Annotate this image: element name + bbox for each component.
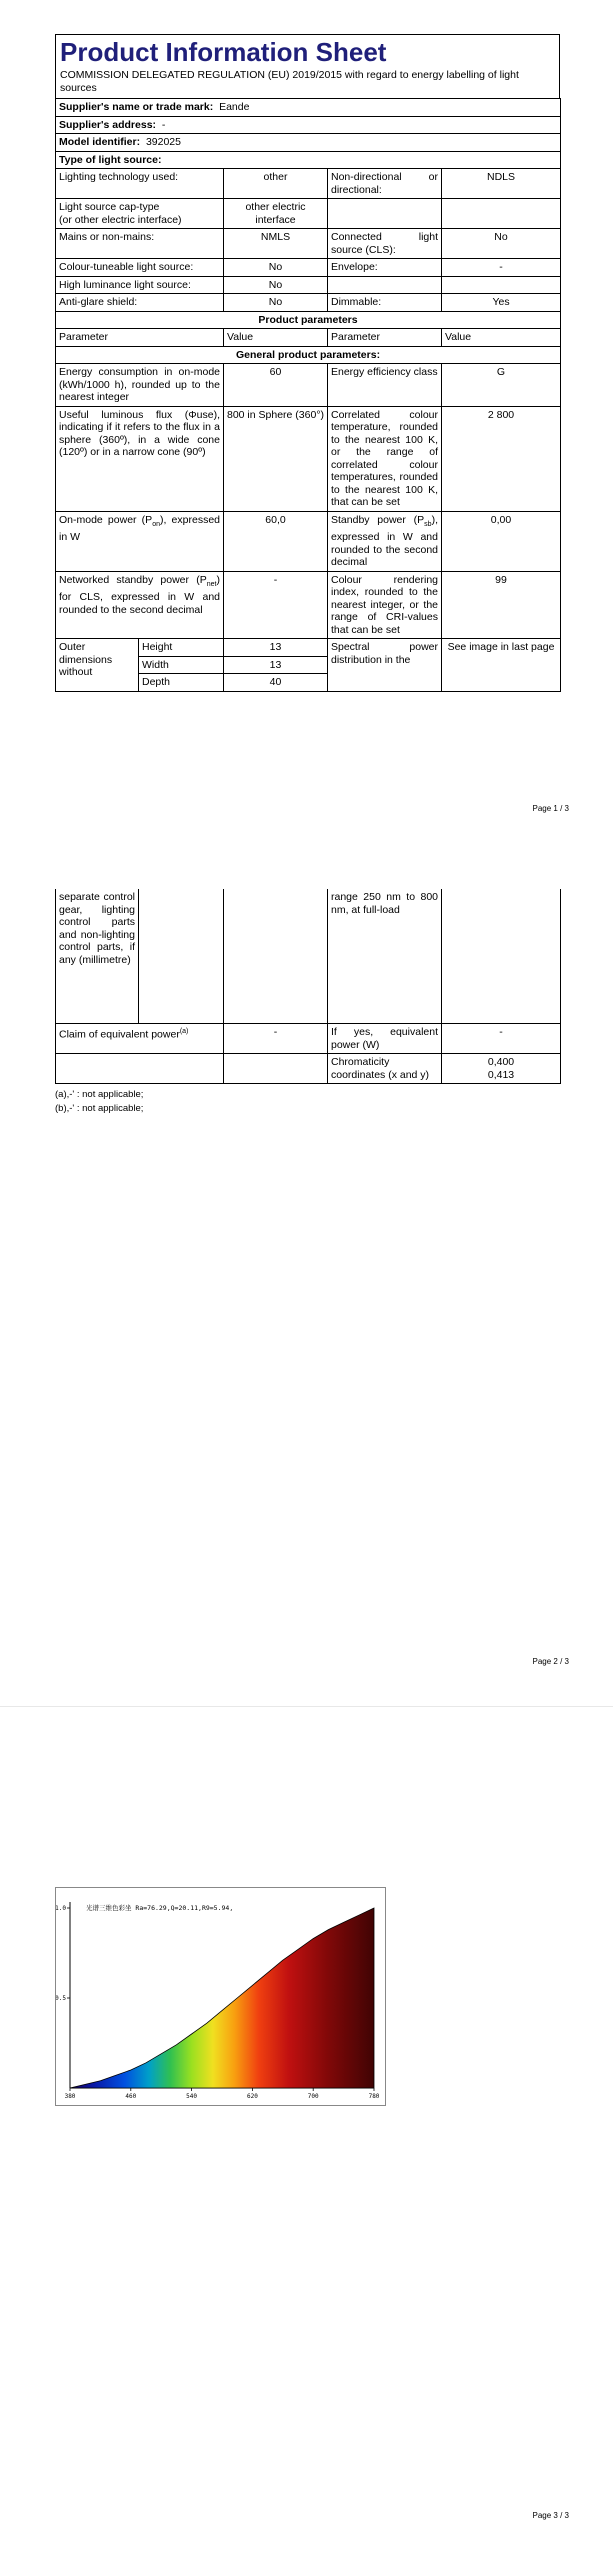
row-outer-continued	[56, 889, 561, 1024]
row-chroma	[56, 1054, 561, 1084]
row-onmode	[56, 511, 561, 571]
supplier-name-label: Supplier's name or trade mark:	[59, 101, 214, 113]
chroma-y: 0,413	[487, 1068, 515, 1081]
x-tick-label: 700	[307, 2093, 319, 2100]
flux-value: 800 in Sphere (360°)	[224, 406, 328, 511]
dimmable-label: Dimmable:	[328, 294, 442, 312]
cls-label: Connected light source (CLS):	[328, 229, 442, 259]
spectral-label-cont: range 250 nm to 800 nm, at full-load	[328, 889, 442, 1024]
col-header-param: Parameter	[56, 329, 224, 347]
page-number-3: Page 3 / 3	[532, 2511, 569, 2520]
footnotes	[55, 1088, 560, 1116]
onmode-value: 60,0	[224, 511, 328, 571]
row-networked	[56, 571, 561, 639]
col-header-value: Value	[224, 329, 328, 347]
supplier-address-value: -	[161, 118, 166, 131]
product-params-heading: Product parameters	[56, 311, 561, 329]
width-value: 13	[224, 656, 328, 674]
lighting-tech-label: Lighting technology used:	[56, 169, 224, 199]
chart-marks	[70, 1908, 374, 2088]
standby-label-a: Standby power (P	[331, 513, 425, 526]
row-general-heading	[56, 346, 561, 364]
spectrum-chart	[56, 1888, 385, 2105]
row-height	[56, 639, 561, 657]
row-supplier-address	[56, 116, 561, 134]
efficiency-value: G	[442, 364, 561, 407]
standby-label-b: ), expressed in W and rounded to the second decimal	[331, 513, 438, 569]
cap-label-line1: Light source cap-type	[59, 201, 160, 213]
row-high-lum	[56, 276, 561, 294]
standby-value: 0,00	[442, 511, 561, 571]
row-param-headers	[56, 329, 561, 347]
page-title: Product Information Sheet	[60, 37, 387, 67]
ifyes-value: -	[442, 1024, 561, 1054]
height-value: 13	[224, 639, 328, 657]
general-params-heading: General product parameters:	[56, 346, 561, 364]
claim-label-text: Claim of equivalent power	[59, 1028, 180, 1041]
cct-value: 2 800	[442, 406, 561, 511]
cap-value: other electric interface	[224, 199, 328, 229]
type-label: Type of light source:	[56, 151, 561, 169]
model-label: Model identifier:	[59, 136, 141, 148]
efficiency-label: Energy efficiency class	[328, 364, 442, 407]
spectrum-area	[70, 1908, 374, 2088]
mains-value: NMLS	[224, 229, 328, 259]
net-label-a: Networked standby power (P	[59, 573, 207, 586]
depth-label: Depth	[139, 674, 224, 692]
networked-value: -	[224, 571, 328, 639]
spectral-value: See image in last page	[442, 639, 561, 692]
page-1	[0, 0, 613, 853]
info-table	[55, 98, 561, 692]
document-body	[55, 34, 560, 692]
supplier-address-label: Supplier's address:	[59, 118, 157, 131]
chroma-value	[442, 1054, 561, 1084]
onmode-label-a: On-mode power (P	[59, 513, 153, 526]
row-mains	[56, 229, 561, 259]
document-body-continued	[55, 889, 560, 1116]
cls-value: No	[442, 229, 561, 259]
claim-label	[56, 1024, 224, 1054]
x-tick-label: 540	[186, 2093, 198, 2100]
regulation-text: COMMISSION DELEGATED REGULATION (EU) 2019/2015 with regard to energy labelling of light sources	[60, 69, 519, 94]
net-label-b: ) for CLS, expressed in W and rounded to the second decimal	[59, 573, 220, 616]
y-tick-label: 0.5	[56, 1995, 66, 2002]
row-supplier-name	[56, 99, 561, 117]
page-3	[0, 1707, 613, 2560]
antiglare-value: No	[224, 294, 328, 312]
x-tick-label: 620	[246, 2093, 258, 2100]
networked-label	[56, 571, 224, 639]
row-type	[56, 151, 561, 169]
height-label: Height	[139, 639, 224, 657]
chroma-x: 0,400	[487, 1056, 515, 1068]
spectral-label: Spectral power distribution in the	[328, 639, 442, 692]
cap-label-line2: (or other electric interface)	[59, 213, 182, 226]
ifyes-label: If yes, equivalent power (W)	[328, 1024, 442, 1054]
outer-dimensions-label: Outer dimensions without	[56, 639, 139, 692]
directional-value: NDLS	[442, 169, 561, 199]
colour-label: Colour-tuneable light source:	[56, 259, 224, 277]
row-colour	[56, 259, 561, 277]
cri-label: Colour rendering index, rounded to the nearest integer, or the range of CRI-values that can be set	[328, 571, 442, 639]
row-model	[56, 134, 561, 152]
directional-label: Non-directional or directional:	[328, 169, 442, 199]
chart-title: 光谱三维色彩坐 Ra=76.29,Q=20.11,R9=5.94,	[86, 1904, 234, 1912]
chroma-label: Chromaticity coordinates (x and y)	[328, 1054, 442, 1084]
row-flux	[56, 406, 561, 511]
row-cap	[56, 199, 561, 229]
envelope-label: Envelope:	[328, 259, 442, 277]
high-lum-value: No	[224, 276, 328, 294]
depth-value: 40	[224, 674, 328, 692]
claim-value: -	[224, 1024, 328, 1054]
onmode-label	[56, 511, 224, 571]
row-lighting-tech	[56, 169, 561, 199]
x-tick-label: 780	[368, 2093, 380, 2100]
info-table-continued	[55, 889, 561, 1084]
onmode-label-b: ), expressed in W	[59, 513, 220, 544]
row-antiglare	[56, 294, 561, 312]
width-label: Width	[139, 656, 224, 674]
energy-label: Energy consumption in on-mode (kWh/1000 h), rounded up to the nearest integer	[56, 364, 224, 407]
page-2	[0, 853, 613, 1706]
high-lum-label: High luminance light source:	[56, 276, 224, 294]
page-number-1: Page 1 / 3	[532, 804, 569, 813]
outer-dimensions-label-cont: separate control gear, lighting control parts and non-lighting control parts, if any (millimetre)	[56, 889, 139, 1024]
supplier-name-value: Eande	[219, 101, 250, 113]
row-product-params-heading	[56, 311, 561, 329]
dimmable-value: Yes	[442, 294, 561, 312]
model-value: 392025	[145, 136, 181, 148]
antiglare-label: Anti-glare shield:	[56, 294, 224, 312]
mains-label: Mains or non-mains:	[56, 229, 224, 259]
lighting-tech-value: other	[224, 169, 328, 199]
row-energy	[56, 364, 561, 407]
standby-label	[328, 511, 442, 571]
claim-label-sup: (a)	[179, 1028, 189, 1035]
energy-value: 60	[224, 364, 328, 407]
cri-value: 99	[442, 571, 561, 639]
spectrum-figure	[55, 1887, 386, 2106]
row-claim	[56, 1024, 561, 1054]
page-number-2: Page 2 / 3	[532, 1657, 569, 1666]
footnote-a: (a),-' : not applicable;	[55, 1089, 144, 1100]
y-tick-label: 1.0	[56, 1905, 66, 1912]
colour-value: No	[224, 259, 328, 277]
col-header-value-2: Value	[442, 329, 561, 347]
cap-label	[56, 199, 224, 229]
x-tick-label: 460	[125, 2093, 137, 2100]
cct-label: Correlated colour temperature, rounded to the nearest 100 K, or the range of correlated colour temperatures, rounded to the nearest 100 K, that can be set	[328, 406, 442, 511]
standby-label-sub: sb	[424, 520, 432, 528]
envelope-value: -	[442, 259, 561, 277]
x-tick-label: 380	[64, 2093, 76, 2100]
footnote-b: (b),-' : not applicable;	[55, 1103, 144, 1114]
col-header-param-2: Parameter	[328, 329, 442, 347]
onmode-label-sub: on	[152, 520, 160, 528]
net-label-sub: net	[206, 580, 217, 588]
title-box	[55, 34, 560, 98]
flux-label: Useful luminous flux (Φuse), indicating if it refers to the flux in a sphere (360º), in a wide cone (120º) or in a narrow cone (90º)	[56, 406, 224, 511]
